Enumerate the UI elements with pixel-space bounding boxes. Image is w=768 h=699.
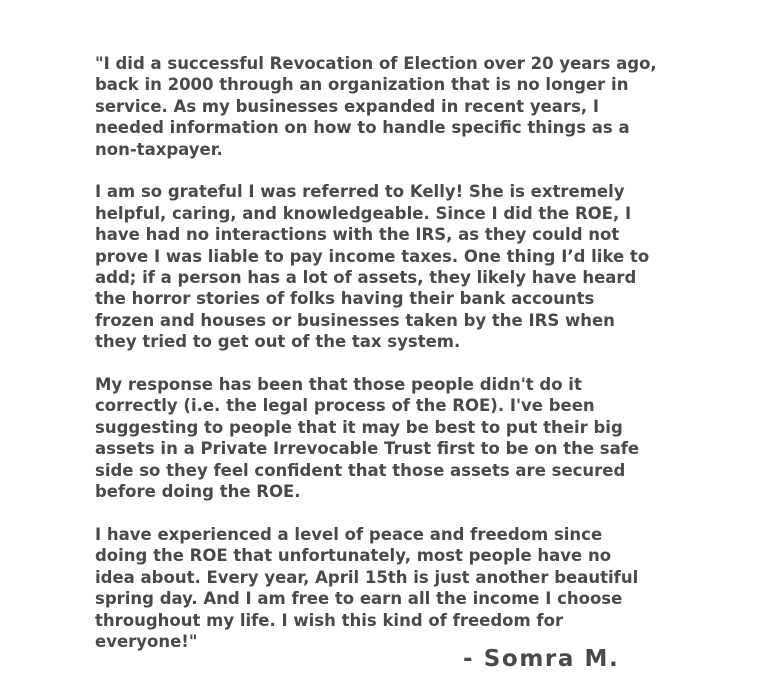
quote-paragraph-3: My response has been that those people didn't do it correctly (i.e. the legal process of the ROE). I've been suggesting to people that it may be best to put their big assets in a Private Irrevocable Trust first to be on the safe side so they feel confident that those assets are secured before doing the ROE. <box>95 375 640 502</box>
quote-paragraph-4: I have experienced a level of peace and freedom since doing the ROE that unfortunately, most people have no idea about. Every year, April 15th is just another beautiful spring day. And I am free to earn all the income I choose throughout my life. I wish this kind of freedom for everyone!" <box>95 524 639 651</box>
testimonial-quote <box>95 53 695 652</box>
testimonial-author: - Somra M. <box>463 646 620 672</box>
quote-paragraph-1: "I did a successful Revocation of Election over 20 years ago, back in 2000 through an organization that is no longer in service. As my businesses expanded in recent years, I needed information on how to handle specific things as a non-taxpayer. <box>95 54 657 159</box>
quote-paragraph-2: I am so grateful I was referred to Kelly! She is extremely helpful, caring, and knowledgeable. Since I did the ROE, I have had no interactions with the IRS, as they could not prove I was liable to pay income taxes. One thing I’d like to add; if a person has a lot of assets, they likely have heard the horror stories of folks having their bank accounts frozen and houses or businesses taken by the IRS when they tried to get out of the tax system. <box>95 182 650 352</box>
